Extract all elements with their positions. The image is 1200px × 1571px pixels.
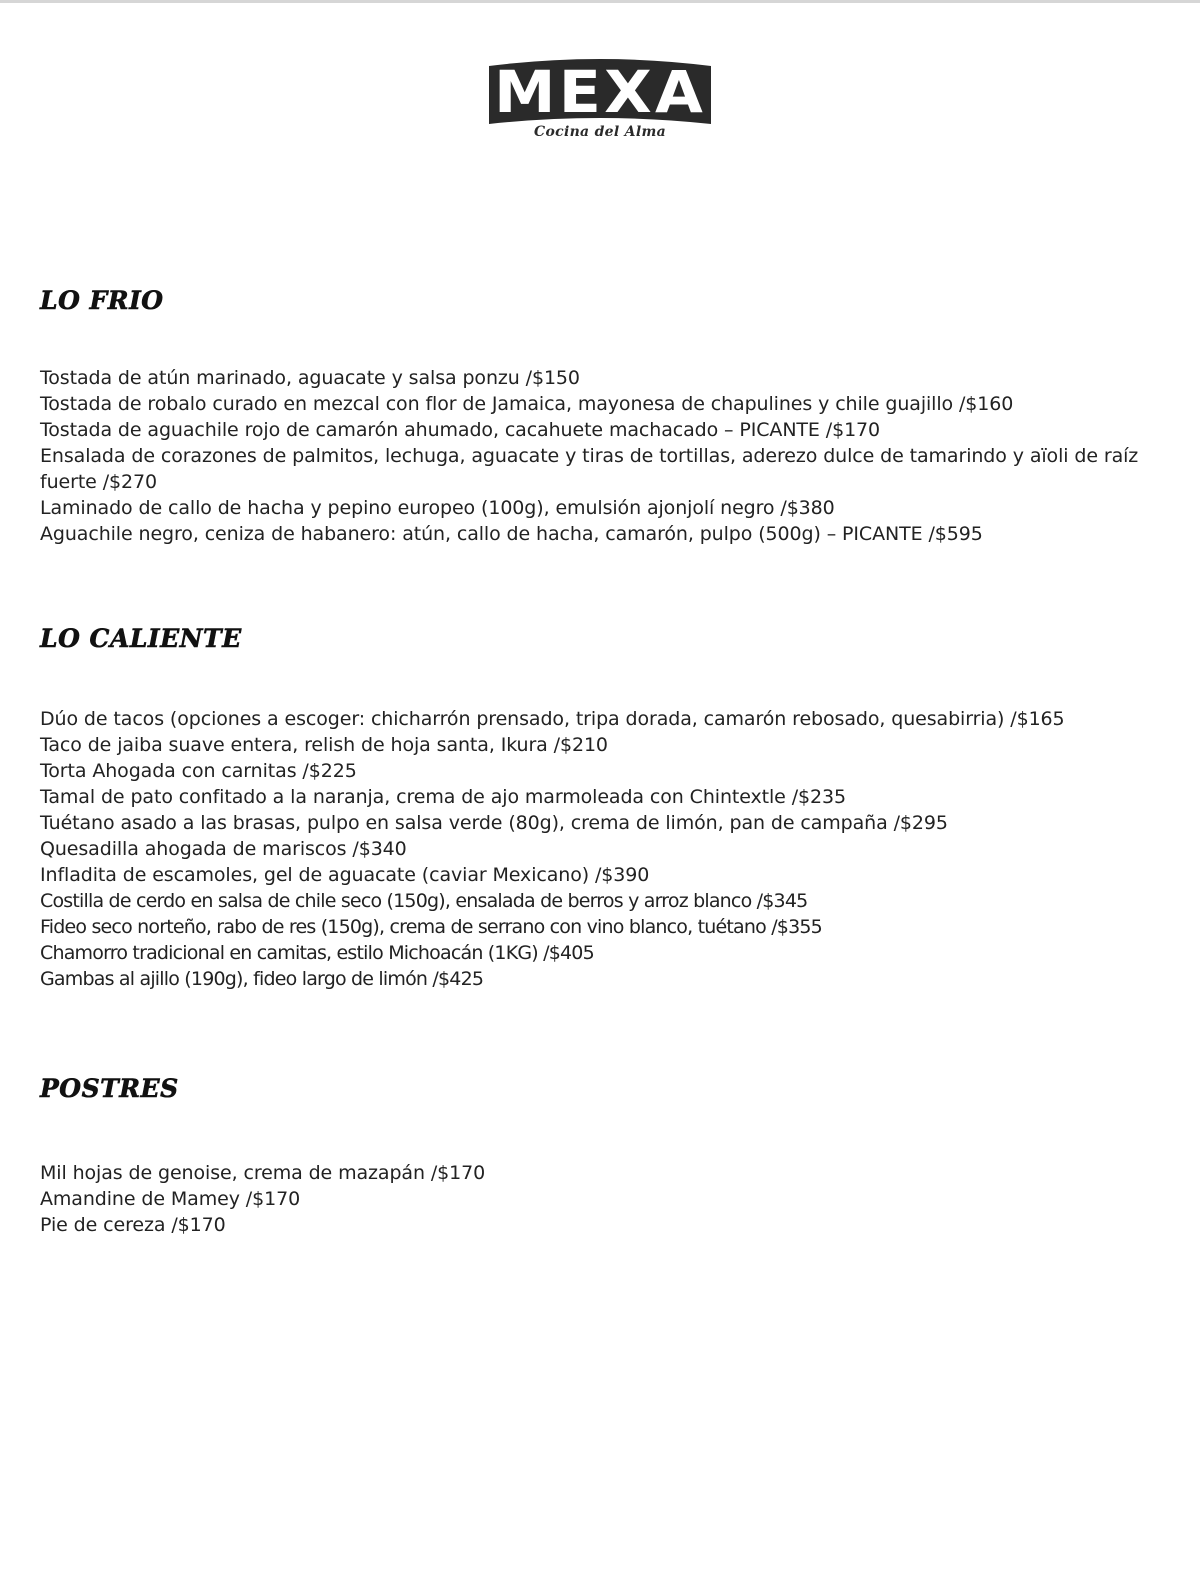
- menu-item: Tuétano asado a las brasas, pulpo en salsa verde (80g), crema de limón, pan de campaña /$295: [40, 812, 948, 834]
- menu-item: Laminado de callo de hacha y pepino europeo (100g), emulsión ajonjolí negro /$380: [40, 497, 835, 519]
- menu-item: Tostada de atún marinado, aguacate y salsa ponzu /$150: [40, 367, 580, 389]
- menu-item: Fideo seco norteño, rabo de res (150g), crema de serrano con vino blanco, tuétano /$355: [40, 916, 822, 938]
- logo-subtitle: Cocina del Alma: [534, 124, 666, 140]
- menu-item: Mil hojas de genoise, crema de mazapán /$170: [40, 1162, 486, 1184]
- menu-item-list: [40, 365, 1150, 547]
- section-lo-caliente: [40, 624, 1160, 990]
- menu-item: Infladita de escamoles, gel de aguacate (caviar Mexicano) /$390: [40, 864, 650, 886]
- section-heading: LO CALIENTE: [40, 624, 242, 653]
- menu-item: Tostada de robalo curado en mezcal con flor de Jamaica, mayonesa de chapulines y chile guajillo /$160: [40, 393, 1014, 415]
- section-lo-frio: [40, 286, 1160, 545]
- menu-item: Ensalada de corazones de palmitos, lechuga, aguacate y tiras de tortillas, aderezo dulce de tamarindo y aïoli de raíz fuerte /$270: [40, 445, 1139, 493]
- menu-item: Dúo de tacos (opciones a escoger: chicharrón prensado, tripa dorada, camarón rebosado, quesabirria) /$165: [40, 708, 1065, 730]
- menu-item: Amandine de Mamey /$170: [40, 1188, 301, 1210]
- menu-item: Taco de jaiba suave entera, relish de hoja santa, Ikura /$210: [40, 734, 608, 756]
- menu-item: Quesadilla ahogada de mariscos /$340: [40, 838, 407, 860]
- section-postres: [40, 1074, 1160, 1236]
- restaurant-logo: [480, 50, 720, 150]
- section-heading: LO FRIO: [40, 286, 164, 315]
- menu-item: Pie de cereza /$170: [40, 1214, 226, 1236]
- menu-item: Chamorro tradicional en camitas, estilo Michoacán (1KG) /$405: [40, 942, 594, 964]
- menu-item: Torta Ahogada con carnitas /$225: [40, 760, 357, 782]
- menu-item: Gambas al ajillo (190g), fideo largo de limón /$425: [40, 968, 484, 990]
- menu-item-list: [40, 1160, 1150, 1238]
- menu-item: Costilla de cerdo en salsa de chile seco (150g), ensalada de berros y arroz blanco /$345: [40, 890, 808, 912]
- section-heading: POSTRES: [40, 1074, 179, 1103]
- menu-item: Aguachile negro, ceniza de habanero: atún, callo de hacha, camarón, pulpo (500g) – PICANTE /$595: [40, 523, 983, 545]
- svg-text:MEXA: MEXA: [494, 58, 706, 126]
- logo-wordmark: [485, 50, 715, 126]
- menu-item: Tostada de aguachile rojo de camarón ahumado, cacahuete machacado – PICANTE /$170: [40, 419, 881, 441]
- menu-item: Tamal de pato confitado a la naranja, crema de ajo marmoleada con Chintextle /$235: [40, 786, 846, 808]
- menu-item-list: [40, 706, 1150, 992]
- top-border: [0, 0, 1200, 3]
